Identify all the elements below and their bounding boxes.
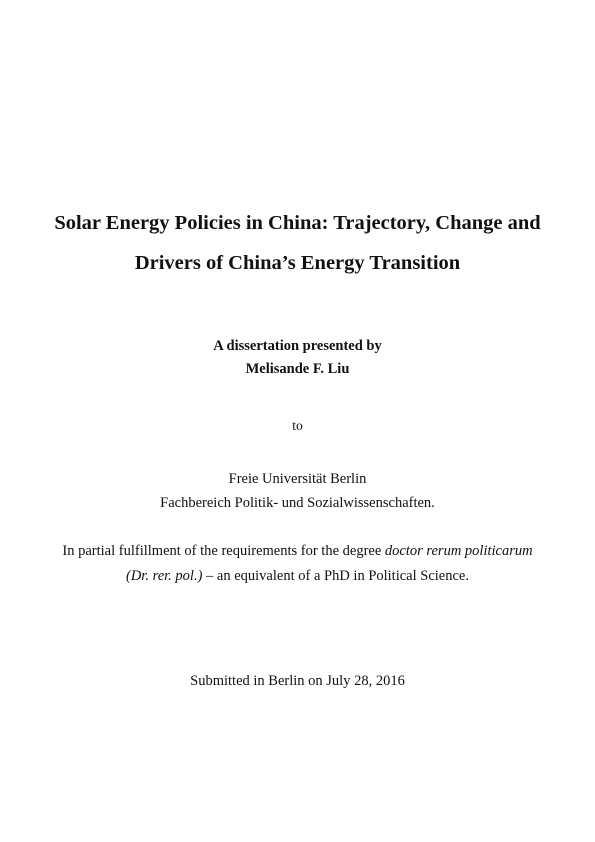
- submission-date: Submitted in Berlin on July 28, 2016: [190, 673, 405, 689]
- author-name: Melisande F. Liu: [245, 361, 350, 377]
- university-name: Freie Universität Berlin: [228, 471, 367, 487]
- degree-abbreviation: (Dr. rer. pol.): [126, 568, 203, 584]
- fulfillment-prefix: In partial fulfillment of the requirements for the degree: [62, 543, 385, 559]
- dissertation-title-line-1: Solar Energy Policies in China: Trajectory, Change and: [54, 212, 541, 234]
- department-name: Fachbereich Politik- und Sozialwissenschaften.: [160, 495, 435, 511]
- degree-name: doctor rerum politicarum: [384, 543, 533, 559]
- presented-by-label: A dissertation presented by: [213, 338, 382, 354]
- fulfillment-line-2: [0, 568, 595, 585]
- to-label: to: [292, 418, 303, 433]
- dissertation-title-line-2: Drivers of China’s Energy Transition: [134, 252, 461, 274]
- degree-equivalent: – an equivalent of a PhD in Political Science.: [202, 568, 469, 584]
- fulfillment-line-1: [0, 543, 595, 560]
